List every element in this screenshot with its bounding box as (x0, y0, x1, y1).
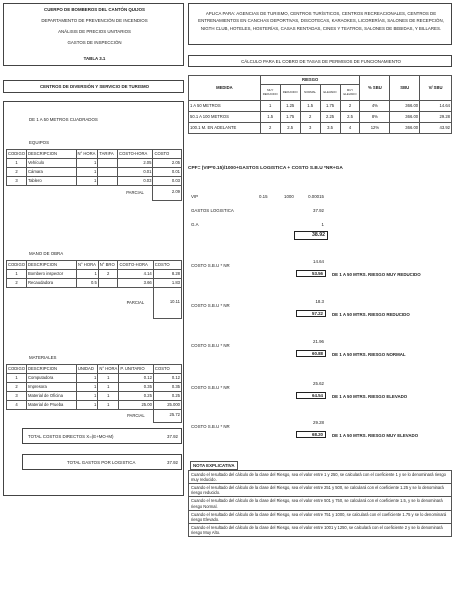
equipos-table (6, 149, 182, 201)
pct-sbu-header: % SBU (360, 76, 390, 101)
th-unidad: UNIDAD (76, 365, 98, 374)
th-codigo: CODIGO (7, 365, 27, 374)
cell: 1 (98, 401, 119, 410)
cell: 1 (7, 270, 27, 279)
th-codigo: CODIGO (7, 261, 27, 270)
cell: 2.05 (153, 159, 182, 168)
th-costo-hora: COSTO-HORA (118, 150, 153, 159)
applies-box (188, 3, 452, 45)
ga-value: 1 (321, 222, 324, 227)
parcial-value: 2.09 (153, 186, 182, 201)
cell (98, 279, 118, 288)
medida-header: MEDIDA (189, 76, 261, 101)
cell: 2 (340, 101, 360, 112)
cell: 1 (7, 374, 27, 383)
cell: 0.03 (153, 177, 182, 186)
costo-desc: DE 1 A 50 MTRS. RIESGO REDUCIDO (332, 312, 410, 317)
th-hora: N° HORA (98, 365, 119, 374)
sub-reducido: REDUCIDO (280, 85, 300, 101)
nota-title: NOTA EXPLICATIVA (190, 461, 238, 470)
costo-label: COSTO S.B.U * NR (191, 343, 230, 348)
table-row (7, 177, 182, 186)
table-row (7, 383, 182, 392)
calc-title-box (188, 55, 452, 67)
cell: Tablero (26, 177, 76, 186)
cell: 3.66 (118, 279, 153, 288)
sbu-header: SBU (390, 76, 420, 101)
applies-text: APLICA PARA: AGENCIAS DE TURISMO, CENTROS TURÍSTICOS, CENTROS RECREACIONALES, CENTROS DE ENTRENAMIENTOS EN CANCHAS DEPORTIVAS, DISCOTECAS, KARAOKES, LICORERÍAS, SALONES DE RECEPCIÓN, NIGTH CLUB, HOTELES, HOSTERÍAS, CASAS RENTADAS, CINES Y TEATROS, SALONES DE BEBIDAS, Y BILLARES. (198, 11, 444, 31)
table-row (7, 374, 182, 383)
cell: 2 (7, 383, 27, 392)
cell: 2.25 (320, 112, 340, 123)
sub-muy-elevado: MUY ELEVADO (340, 85, 360, 101)
costo-label: COSTO S.B.U * NR (191, 263, 230, 268)
costo-desc: DE 1 A 50 MTRS. RIESGO MUY ELEVADO (332, 433, 419, 438)
vip-value-3: 0.00015 (308, 194, 324, 199)
cell: 8.28 (153, 270, 181, 279)
vip-label: VIP (191, 194, 199, 199)
cell: 43.92 (420, 123, 452, 134)
header-box (3, 3, 184, 66)
cell: 4 (340, 123, 360, 134)
vip-value-1: 0.15 (259, 194, 268, 199)
cell: 1 (76, 270, 98, 279)
cell (98, 168, 118, 177)
cell: 366.00 (390, 101, 420, 112)
cell: 3 (7, 177, 27, 186)
th-bro: N° BRO (98, 261, 118, 270)
cell: 25.00 (119, 401, 154, 410)
th-tarifa: TARIFA (98, 150, 118, 159)
cell: 1 (76, 374, 98, 383)
cell: 0.01 (118, 168, 153, 177)
risk-table (188, 75, 452, 134)
th-costo: COSTO (153, 150, 182, 159)
table-row (189, 112, 452, 123)
th-descripcion: DESCRIPCION (26, 261, 76, 270)
cell: 2 (260, 123, 280, 134)
cell: Material de Oficina (26, 392, 76, 401)
parcial-value: 25.72 (153, 410, 181, 423)
costo-result: 57.22 (296, 310, 326, 317)
table-row (7, 392, 182, 401)
parcial-label: PARCIAL (127, 412, 145, 418)
materiales-table (6, 364, 182, 423)
cell: 1.25 (280, 101, 300, 112)
cell: 3.5 (320, 123, 340, 134)
gastos-label: GASTOS LOGISTICA (191, 208, 234, 213)
calc-title: CÁLCULO PARA EL COBRO DE TASAS DE PERMISOS DE FUNCIONAMIENTO (241, 59, 401, 64)
nota-line: Cuando el resultado del cálculo de la clase del Riesgo, sea el valor entre 751 y 1000, se calculará con el coeficiente 1.75 y se lo denominará riesgo Elevado. (189, 510, 452, 523)
nota-table (188, 470, 452, 537)
cell: Recaudadora (26, 279, 76, 288)
costo-result: 53.56 (296, 270, 326, 277)
cell: 4% (360, 101, 390, 112)
cell: Material de Prueba (26, 401, 76, 410)
table-row (7, 186, 182, 201)
costo-base: 29.28 (313, 420, 324, 425)
mano-table (6, 260, 182, 319)
costo-result: 64.54 (296, 392, 326, 399)
cell: 1 (260, 101, 280, 112)
mano-title: MANO DE OBRA (29, 251, 64, 256)
materiales-header-row (7, 365, 182, 374)
cell: 8% (360, 112, 390, 123)
sub-elevado: ELEVADO (320, 85, 340, 101)
cell: 1 (76, 159, 98, 168)
th-descripcion: DESCRIPCION (26, 365, 76, 374)
nota-line: Cuando el resultado del cálculo de la clase del Riesgo, sea el valor entre 1001 y 1250, se calculará con el coeficiente 2 y se lo denominará riesgo Muy Alto. (189, 523, 452, 536)
table-label: TABLA 3.1 (83, 56, 106, 61)
costo-label: COSTO S.B.U * NR (191, 385, 230, 390)
centros-title: CENTROS DE DIVERSIÓN Y SERVICIO DE TURISMO (39, 84, 150, 89)
sub-normal: NORMAL (300, 85, 320, 101)
cell: 0.5 (76, 279, 98, 288)
cell: 4 (7, 401, 27, 410)
total-gastos-label: TOTAL GASTOS POR LOGISTICA (67, 460, 136, 465)
cell: 1 (98, 383, 119, 392)
cell: 1 (76, 392, 98, 401)
vsbu-header: V/ SBU (420, 76, 452, 101)
header-line-1: CUERPO DE BOMBEROS DEL CANTÓN QUIJOS (44, 7, 145, 12)
table-row (7, 410, 182, 423)
table-row (7, 279, 182, 288)
mano-header-row (7, 261, 182, 270)
table-row (189, 484, 452, 497)
table-row (189, 523, 452, 536)
cell: 1.5 (260, 112, 280, 123)
cell: 2.5 (280, 123, 300, 134)
total-gastos-box (22, 454, 182, 470)
th-p-unitario: P. UNITARIO (119, 365, 154, 374)
cell: 25.000 (153, 401, 181, 410)
table-row (189, 497, 452, 510)
cell: 1.5 (300, 101, 320, 112)
total-gastos-value: 37.92 (167, 460, 178, 465)
nota-line: Cuando el resultado del cálculo de la clase del Riesgo, sea el valor entre 1 y 250, se calculará con el coeficiente 1 y se lo denominará riesgo muy reducido. (189, 471, 452, 484)
table-row (189, 101, 452, 112)
th-costo: COSTO (153, 365, 181, 374)
sub-muy-reducido: MUY REDUCIDO (260, 85, 280, 101)
cell: 366.00 (390, 123, 420, 134)
costo-label: COSTO S.B.U * NR (191, 303, 230, 308)
table-row (7, 288, 182, 319)
cell: 4.14 (118, 270, 153, 279)
cell: 3 (7, 392, 27, 401)
riesgo-header: RIESGO (260, 76, 360, 85)
costo-base: 14.64 (313, 259, 324, 264)
cell: 0.03 (118, 177, 153, 186)
th-hora: N° HORA (76, 261, 98, 270)
costo-desc: DE 1 A 50 MTRS. RIESGO ELEVADO (332, 394, 408, 399)
cell: 2 (300, 112, 320, 123)
table-row (189, 510, 452, 523)
cell: 1 (76, 383, 98, 392)
costo-base: 18.3 (315, 299, 324, 304)
costo-desc: DE 1 A 50 MTRS. RIESGO NORMAL (332, 352, 406, 357)
cell: 0.12 (119, 374, 154, 383)
costo-desc: DE 1 A 50 MTRS. RIESGO MUY REDUCIDO (332, 272, 421, 277)
cell: Vehículo (26, 159, 76, 168)
cell: 1 A 50 METROS (189, 101, 261, 112)
cell: 50.1 A 100 METROS (189, 112, 261, 123)
total-directos-value: 37.92 (167, 434, 178, 439)
cell: 2 (98, 270, 118, 279)
cell (98, 159, 118, 168)
parcial-value: 10.11 (153, 288, 181, 319)
header-line-3: ANÁLISIS DE PRECIOS UNITARIOS (58, 29, 131, 34)
th-costo-hora: COSTO-HORA (118, 261, 153, 270)
nota-line: Cuando el resultado del cálculo de la clase del Riesgo, sea el valor entre 251 y 500, se calculará con el coeficiente 1.25 y se lo denominará riesgo reducido. (189, 484, 452, 497)
cell (98, 177, 118, 186)
parcial-label: PARCIAL (126, 189, 144, 195)
cell: 1.75 (280, 112, 300, 123)
table-row (189, 471, 452, 484)
total-directos-box (22, 428, 182, 444)
th-codigo: CODIGO (7, 150, 27, 159)
materiales-title: MATERIALES (29, 355, 57, 360)
cell: 1 (76, 177, 98, 186)
header-line-4: GASTOS DE INSPECCIÓN (67, 40, 122, 45)
cell: 1 (98, 374, 119, 383)
cell: 2.5 (340, 112, 360, 123)
costo-base: 25.62 (313, 381, 324, 386)
cell: 366.00 (390, 112, 420, 123)
cell: Impresora (26, 383, 76, 392)
cell: 2 (7, 168, 27, 177)
cell: 0.12 (153, 374, 181, 383)
cell: 1 (7, 159, 27, 168)
cell: 1 (76, 401, 98, 410)
costo-result: 68.20 (296, 431, 326, 438)
cell: 14.64 (420, 101, 452, 112)
cell: 2 (7, 279, 27, 288)
cell: Cámara (26, 168, 76, 177)
table-row (189, 123, 452, 134)
cell: 0.25 (119, 392, 154, 401)
cell: 0.35 (153, 383, 181, 392)
equipos-title: EQUIPOS (29, 140, 50, 145)
parcial-label: PARCIAL (126, 299, 145, 305)
table-row (7, 159, 182, 168)
vip-value-2: 1000 (284, 194, 294, 199)
cell: 1 (76, 168, 98, 177)
cell: Bombero inspector (26, 270, 76, 279)
cell: Computadora (26, 374, 76, 383)
th-descripcion: DESCRIPCION (26, 150, 76, 159)
formula: CPF= (VIP*0.15)/1000+GASTOS LOGISTICA + COSTO S.B.U *NR+GA (188, 166, 343, 171)
cell: 100.1 M. EN ADELANTE (189, 123, 261, 134)
total-directos-label: TOTAL COSTOS DIRECTOS X=(E+MO+M) (28, 434, 114, 439)
cell: 0.35 (119, 383, 154, 392)
th-costo: COSTO (153, 261, 181, 270)
costo-result: 60.88 (296, 350, 326, 357)
th-hora: N° HORA (76, 150, 98, 159)
gastos-value: 37.92 (313, 208, 324, 213)
cell: 1.83 (153, 279, 181, 288)
table-row (7, 401, 182, 410)
table-row (7, 168, 182, 177)
cell: 0.01 (153, 168, 182, 177)
nota-line: Cuando el resultado del cálculo de la clase del Riesgo, sea el valor entre 501 y 750, se calculará con el coeficiente 1.5, y se lo denominará riesgo Normal. (189, 497, 452, 510)
cell: 29.28 (420, 112, 452, 123)
table-row (7, 270, 182, 279)
range-label: DE 1 A 50 METROS CUADRADOS (29, 117, 98, 122)
costo-base: 21.96 (313, 339, 324, 344)
risk-header-row (189, 76, 452, 85)
cell: 12% (360, 123, 390, 134)
equipos-header-row (7, 150, 182, 159)
ga-label: G.A (191, 222, 199, 227)
cell: 0.25 (153, 392, 181, 401)
header-line-2: DEPARTAMENTO DE PREVENCIÓN DE INCENDIOS (41, 18, 148, 23)
cell: 3 (300, 123, 320, 134)
cell: 1 (98, 392, 119, 401)
cpf-total: 38.92 (294, 231, 328, 240)
cell: 2.05 (118, 159, 153, 168)
centros-title-box (3, 80, 184, 93)
costo-label: COSTO S.B.U * NR (191, 424, 230, 429)
cell: 1.75 (320, 101, 340, 112)
